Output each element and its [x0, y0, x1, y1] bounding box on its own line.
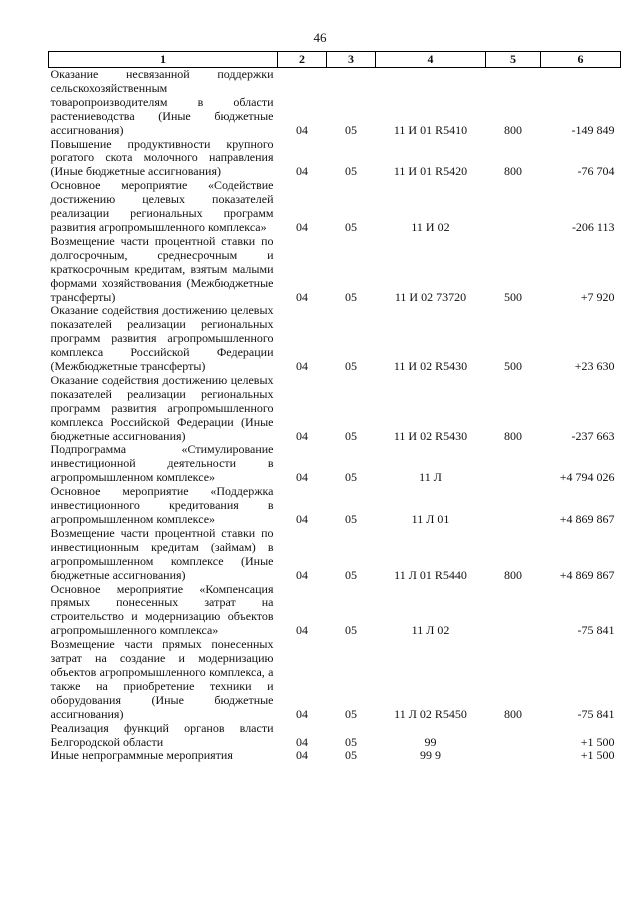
row-razdel: 04 [296, 359, 308, 374]
table-row [49, 638, 621, 721]
table-header-row [49, 52, 621, 68]
row-razdel: 04 [296, 122, 308, 137]
row-target-article: 11 И 02 73720 [394, 289, 467, 304]
column-header: 5 [486, 52, 541, 68]
row-expense-type: 800 [504, 706, 522, 721]
column-header: 1 [49, 52, 278, 68]
row-name: Оказание несвязанной поддержки сельскохозяйственным товаропроизводителям в области растениеводства (Иные бюджетные ассигнования) [50, 67, 274, 137]
row-name: Основное мероприятие «Поддержка инвестиционного кредитования в агропромышленном комплексе» [50, 484, 274, 526]
budget-table [48, 51, 621, 763]
row-podrazdel: 05 [345, 359, 357, 374]
row-podrazdel: 05 [345, 428, 357, 443]
row-target-article: 11 И 02 R5430 [393, 359, 468, 374]
row-razdel: 04 [296, 470, 308, 485]
table-row [49, 179, 621, 235]
row-expense-type: 500 [504, 359, 522, 374]
row-expense-type [486, 179, 541, 235]
row-podrazdel: 05 [345, 706, 357, 721]
row-amount: +4 869 867 [559, 512, 615, 526]
row-name: Возмещение части процентной ставки по долгосрочным, среднесрочным и краткосрочным кредитам, взятым малыми формами хозяйствования (Межбюджетные трансферты) [50, 233, 274, 304]
row-amount: +4 869 867 [559, 567, 615, 582]
row-amount: -75 841 [577, 623, 615, 638]
row-name: Подпрограмма «Стимулирование инвестиционной деятельности в агропромышленном комплексе» [50, 442, 274, 485]
page-number: 46 [313, 30, 327, 45]
row-amount: -76 704 [577, 164, 615, 179]
row-expense-type [486, 722, 541, 750]
row-razdel: 04 [296, 567, 308, 582]
table-row [49, 235, 621, 305]
column-header: 2 [278, 52, 327, 68]
row-podrazdel: 05 [345, 122, 357, 137]
row-podrazdel: 05 [345, 512, 357, 526]
row-podrazdel: 05 [345, 734, 357, 749]
row-podrazdel: 05 [345, 219, 357, 234]
row-amount: -75 841 [577, 706, 615, 721]
row-amount: +23 630 [574, 359, 615, 374]
row-razdel: 04 [296, 219, 308, 234]
table-row [49, 68, 621, 138]
row-expense-type [486, 485, 541, 527]
column-header: 4 [376, 52, 486, 68]
row-target-article: 11 И 01 R5420 [393, 164, 468, 179]
row-target-article: 99 [424, 734, 437, 749]
row-razdel: 04 [296, 748, 308, 763]
table-row [49, 749, 621, 763]
row-expense-type: 800 [504, 567, 522, 582]
row-razdel: 04 [296, 734, 308, 749]
row-amount: +7 920 [580, 289, 615, 304]
column-header: 3 [327, 52, 376, 68]
row-podrazdel: 05 [345, 567, 357, 582]
row-amount: +1 500 [580, 748, 615, 763]
row-target-article: 11 И 02 [411, 219, 450, 234]
row-podrazdel: 05 [345, 623, 357, 638]
row-razdel: 04 [296, 512, 308, 526]
table-row [49, 304, 621, 374]
row-target-article: 11 Л [419, 470, 442, 485]
row-expense-type [486, 749, 541, 763]
row-name: Основное мероприятие «Содействие достижению целевых показателей реализации региональных программ развития агропромышленного комплекса» [50, 178, 274, 234]
table-row [49, 485, 621, 527]
row-target-article: 11 Л 01 [411, 512, 450, 526]
row-razdel: 04 [296, 164, 308, 179]
row-amount: -237 663 [571, 428, 615, 443]
row-target-article: 11 Л 01 R5440 [394, 567, 467, 582]
row-amount: -149 849 [571, 122, 615, 137]
row-name: Основное мероприятие «Компенсация прямых понесенных затрат на строительство и модернизацию объектов агропромышленного комплекса» [50, 581, 274, 638]
row-podrazdel: 05 [345, 164, 357, 179]
row-amount: +1 500 [580, 734, 615, 749]
row-expense-type: 800 [504, 164, 522, 179]
row-target-article: 11 И 01 R5410 [393, 122, 468, 137]
row-name: Повышение продуктивности крупного рогатого скота молочного направления (Иные бюджетные ассигнования) [50, 136, 274, 179]
row-target-article: 11 И 02 R5430 [393, 428, 468, 443]
row-razdel: 04 [296, 289, 308, 304]
row-razdel: 04 [296, 706, 308, 721]
row-expense-type [486, 583, 541, 639]
table-row [49, 443, 621, 485]
table-row [49, 374, 621, 444]
table-row [49, 722, 621, 750]
row-podrazdel: 05 [345, 289, 357, 304]
row-razdel: 04 [296, 428, 308, 443]
row-amount: -206 113 [571, 219, 615, 234]
row-name: Реализация функций органов власти Белгородской области [50, 720, 274, 749]
row-name: Оказание содействия достижению целевых показателей реализации региональных программ развития агропромышленного комплекса Российской Федерации (Межбюджетные трансферты) [50, 303, 274, 374]
row-amount: +4 794 026 [559, 470, 615, 485]
row-podrazdel: 05 [345, 470, 357, 485]
row-expense-type: 500 [504, 289, 522, 304]
table-row [49, 138, 621, 180]
table-body [49, 68, 621, 764]
row-target-article: 11 Л 02 R5450 [394, 706, 467, 721]
table-row [49, 527, 621, 583]
table-row [49, 583, 621, 639]
row-target-article: 99 9 [420, 748, 441, 763]
row-razdel: 04 [296, 623, 308, 638]
row-expense-type: 800 [504, 428, 522, 443]
row-expense-type: 800 [504, 122, 522, 137]
row-podrazdel: 05 [345, 748, 357, 763]
row-name: Возмещение части процентной ставки по инвестиционным кредитам (займам) в агропромышленном комплексе (Иные бюджетные ассигнования) [50, 525, 274, 582]
row-expense-type [486, 443, 541, 485]
row-name: Оказание содействия достижению целевых показателей реализации региональных программ развития агропромышленного комплекса Российской Федерации (Иные бюджетные ассигнования) [50, 372, 274, 443]
row-target-article: 11 Л 02 [411, 623, 450, 638]
row-name: Иные непрограммные мероприятия [50, 748, 233, 763]
row-name: Возмещение части прямых понесенных затрат на создание и модернизацию объектов агропромышленного комплекса, а также на приобретение техники и оборудования (Иные бюджетные ассигнования) [50, 637, 274, 721]
column-header: 6 [541, 52, 621, 68]
